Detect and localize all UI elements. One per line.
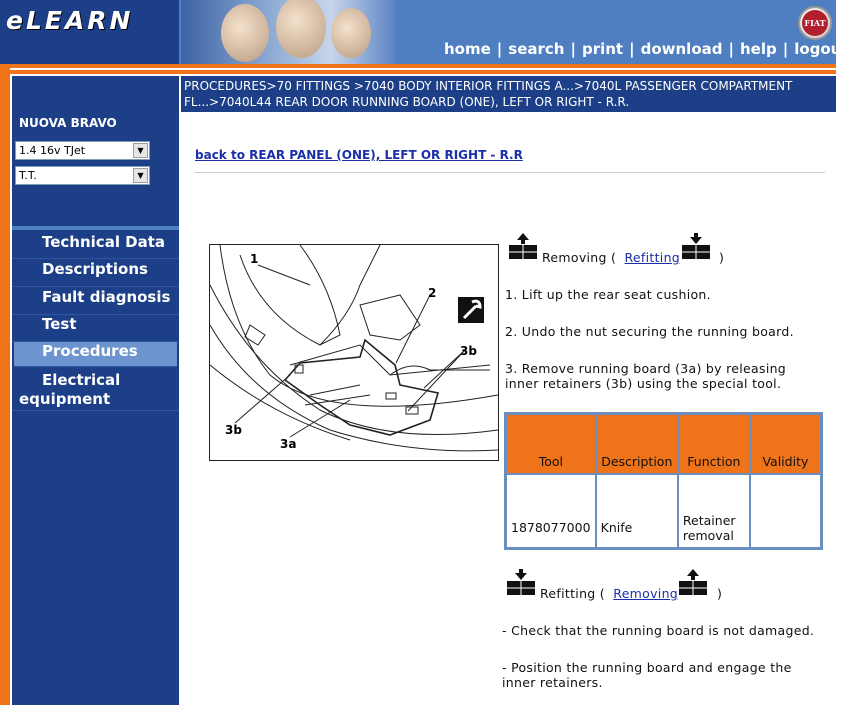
- nav-logout-link[interactable]: logout: [794, 40, 849, 58]
- removing-icon: [678, 568, 708, 598]
- removing-title: Removing (: [542, 250, 617, 265]
- header-photo: [181, 0, 396, 64]
- nav-search-link[interactable]: search: [508, 40, 565, 58]
- orange-divider: [0, 64, 836, 68]
- diagram-drawing: [210, 245, 498, 460]
- refitting-close-paren: ): [717, 586, 723, 601]
- diagram-label-3a: 3a: [280, 437, 297, 451]
- refitting-icon: [681, 232, 711, 262]
- table-row: [506, 474, 821, 548]
- chevron-down-icon[interactable]: ▼: [133, 168, 148, 183]
- model-label: NUOVA BRAVO: [19, 116, 117, 130]
- diagram-label-1: 1: [250, 252, 259, 266]
- removing-step-2: 2. Undo the nut securing the running board.: [505, 324, 794, 339]
- running-board-diagram: [209, 244, 499, 461]
- special-tools-table: [504, 412, 823, 550]
- sidebar-gap: [179, 74, 181, 705]
- nav-print-link[interactable]: print: [581, 40, 624, 58]
- breadcrumb-line-2: FL...>7040L44 REAR DOOR RUNNING BOARD (ONE), LEFT OR RIGHT - R.R.: [184, 95, 630, 109]
- version-select-value: T.T.: [19, 169, 37, 182]
- tool-description: Knife: [596, 474, 678, 548]
- refitting-heading: [540, 586, 678, 601]
- nav-home-link[interactable]: home: [444, 40, 491, 58]
- nav-separator: |: [728, 40, 734, 58]
- removing-step-3: 3. Remove running board (3a) by releasing: [505, 361, 787, 376]
- sidebar-item-descriptions[interactable]: Descriptions: [12, 260, 179, 287]
- nav-separator: |: [782, 40, 789, 58]
- chevron-down-icon[interactable]: ▼: [133, 143, 148, 158]
- tool-validity: [750, 474, 821, 548]
- removing-icon: [508, 232, 538, 262]
- orange-divider: [0, 70, 836, 74]
- refitting-step-2: - Position the running board and engage the: [502, 660, 792, 675]
- nav-separator: |: [629, 40, 635, 58]
- back-link[interactable]: back to REAR PANEL (ONE), LEFT OR RIGHT - R.R: [195, 148, 523, 162]
- table-header-description: Description: [596, 414, 678, 474]
- refitting-icon: [506, 568, 536, 598]
- sidebar-item-technical-data[interactable]: Technical Data: [12, 233, 179, 259]
- table-header-validity: Validity: [750, 414, 821, 474]
- orange-left-strip: [0, 64, 10, 705]
- table-header-tool: Tool: [506, 414, 596, 474]
- sidebar-item-test[interactable]: Test: [12, 315, 179, 342]
- tool-function-line-1: Retainer: [682, 513, 736, 528]
- diagram-label-3b: 3b: [460, 344, 477, 358]
- version-select[interactable]: [15, 166, 150, 185]
- removing-link[interactable]: Removing: [613, 586, 679, 601]
- breadcrumb: [181, 76, 836, 112]
- fiat-badge-text: FIAT: [802, 10, 828, 36]
- nav-separator: |: [496, 40, 503, 58]
- engine-select-value: 1.4 16v TJet: [19, 144, 86, 157]
- breadcrumb-line-1: PROCEDURES>70 FITTINGS >7040 BODY INTERIOR FITTINGS A...>7040L PASSENGER COMPARTMENT: [184, 79, 793, 93]
- sidebar-item-procedures[interactable]: Procedures: [14, 342, 177, 367]
- removing-close-paren: ): [719, 250, 725, 265]
- removing-heading: [542, 250, 680, 265]
- logo-text: eLEARN: [6, 6, 134, 35]
- top-navigation: [444, 40, 849, 58]
- removing-step-1: 1. Lift up the rear seat cushion.: [505, 287, 711, 302]
- content-divider: [195, 172, 825, 173]
- elearn-logo: [0, 0, 179, 64]
- nav-download-link[interactable]: download: [640, 40, 723, 58]
- sidebar-item-fault-diagnosis[interactable]: Fault diagnosis: [12, 288, 179, 315]
- table-header-function: Function: [678, 414, 750, 474]
- removing-step-3-cont: inner retainers (3b) using the special tool.: [505, 376, 782, 391]
- refitting-title: Refitting (: [540, 586, 605, 601]
- refitting-link[interactable]: Refitting: [624, 250, 681, 265]
- engine-select[interactable]: [15, 141, 150, 160]
- sidebar-divider: [12, 226, 179, 230]
- fiat-logo-icon: [798, 6, 832, 40]
- diagram-label-3b-left: 3b: [225, 423, 242, 437]
- refitting-step-2-cont: inner retainers.: [502, 675, 603, 690]
- nav-separator: |: [570, 40, 576, 58]
- header-bar: [0, 0, 849, 64]
- tool-function-line-2: removal: [682, 528, 734, 543]
- tool-function: [678, 474, 750, 548]
- tool-code: 1878077000: [506, 474, 596, 548]
- wrench-icon: [458, 297, 484, 323]
- diagram-label-2: 2: [428, 286, 437, 300]
- sidebar-item-electrical-equipment[interactable]: Electrical equipment: [12, 371, 179, 411]
- refitting-step-1: - Check that the running board is not damaged.: [502, 623, 815, 638]
- nav-help-link[interactable]: help: [739, 40, 777, 58]
